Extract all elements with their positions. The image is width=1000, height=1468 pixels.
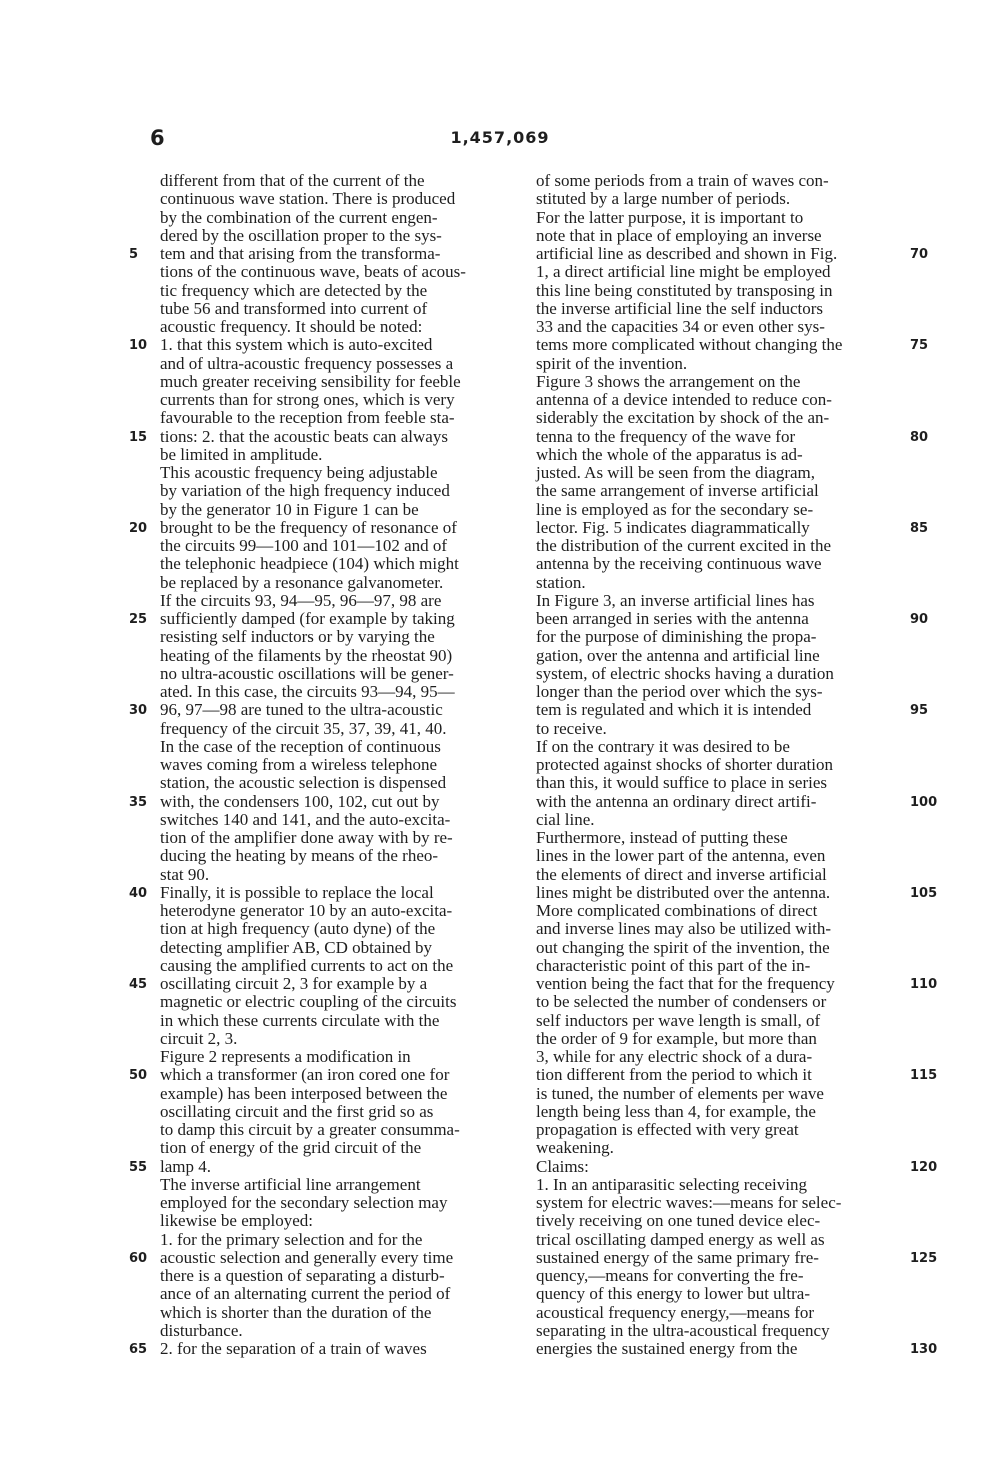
text-line: line is employed as for the secondary se- xyxy=(536,499,814,519)
text-line: oscillating circuit and the first grid so as xyxy=(160,1101,434,1121)
text-line: tem is regulated and which it is intended xyxy=(536,700,812,720)
text-line: Finally, it is possible to replace the local xyxy=(160,882,434,902)
text-line: acoustical frequency energy,—means for xyxy=(536,1302,815,1322)
text-line: system for electric waves:—means for selec- xyxy=(536,1193,842,1212)
patent-number: 1,457,069 xyxy=(450,128,550,147)
text-line: In the case of the reception of continuous xyxy=(160,736,441,756)
text-line: tion at high frequency (auto dyne) of the xyxy=(160,919,436,939)
text-line: the inverse artificial line the self inductors xyxy=(536,298,824,318)
text-line: Claims: xyxy=(536,1156,589,1176)
line-number: 125 xyxy=(910,1250,938,1266)
line-number: 115 xyxy=(910,1068,938,1084)
line-number: 75 xyxy=(910,338,929,354)
text-line: In Figure 3, an inverse artificial lines has xyxy=(536,590,815,610)
text-line: stituted by a large number of periods. xyxy=(536,189,791,209)
text-line: the order of 9 for example, but more than xyxy=(536,1028,817,1048)
text-line: sufficiently damped (for example by taking xyxy=(160,609,455,628)
text-line: The inverse artificial line arrangement xyxy=(160,1174,421,1194)
text-line: length being less than 4, for example, the xyxy=(536,1101,816,1121)
line-number: 25 xyxy=(129,612,148,627)
text-line: by the generator 10 in Figure 1 can be xyxy=(160,499,419,519)
text-line: vention being the fact that for the frequency xyxy=(536,974,835,993)
text-line: acoustic frequency. It should be noted: xyxy=(160,317,423,336)
text-line: with the antenna an ordinary direct artifi- xyxy=(536,791,817,811)
text-line: lector. Fig. 5 indicates diagrammatically xyxy=(536,517,810,537)
text-line: with, the condensers 100, 102, cut out by xyxy=(160,791,440,811)
line-number: 60 xyxy=(129,1250,148,1266)
line-number: 10 xyxy=(129,338,148,354)
text-line: tic frequency which are detected by the xyxy=(160,280,428,300)
text-line: the same arrangement of inverse artificial xyxy=(536,481,819,501)
text-line: than this, it would suffice to place in series xyxy=(536,773,827,793)
text-line: and inverse lines may also be utilized with- xyxy=(536,919,832,939)
line-number: 30 xyxy=(129,703,148,719)
text-line: Figure 3 shows the arrangement on the xyxy=(536,371,801,391)
text-line: 1. for the primary selection and for the xyxy=(160,1229,423,1249)
text-line: for the purpose of diminishing the propa- xyxy=(536,627,817,647)
text-line: tems more complicated without changing the xyxy=(536,335,843,355)
text-line: waves coming from a wireless telephone xyxy=(160,755,438,774)
line-number: 35 xyxy=(129,794,148,810)
text-line: tion of energy of the grid circuit of the xyxy=(160,1138,422,1158)
text-line: to receive. xyxy=(536,718,607,738)
text-line: separating in the ultra-acoustical frequency xyxy=(536,1320,830,1340)
text-line: there is a question of separating a disturb- xyxy=(160,1266,445,1285)
text-line: trical oscillating damped energy as well as xyxy=(536,1229,825,1249)
text-line: causing the amplified currents to act on the xyxy=(160,955,454,975)
line-number: 130 xyxy=(910,1342,938,1357)
text-line: lines might be distributed over the antenna. xyxy=(536,882,831,902)
text-line: be replaced by a resonance galvanometer. xyxy=(160,572,444,592)
line-number: 15 xyxy=(129,429,148,445)
text-line: lines in the lower part of the antenna, even xyxy=(536,846,826,866)
text-line: of some periods from a train of waves con- xyxy=(536,171,829,190)
text-line: station. xyxy=(536,572,586,592)
line-number: 5 xyxy=(129,247,139,262)
line-number: 90 xyxy=(910,612,929,627)
text-line: Furthermore, instead of putting these xyxy=(536,828,788,847)
text-line: 33 and the capacities 34 or even other sys- xyxy=(536,317,825,336)
line-number: 110 xyxy=(910,977,938,992)
text-line: frequency of the circuit 35, 37, 39, 41, 40. xyxy=(160,718,447,738)
text-line: 3, while for any electric shock of a dura- xyxy=(536,1047,813,1066)
left-text-column xyxy=(160,172,522,1358)
line-number: 50 xyxy=(129,1068,148,1084)
text-line: tube 56 and transformed into current of xyxy=(160,298,428,318)
text-line: much greater receiving sensibility for feeble xyxy=(160,371,461,391)
text-line: longer than the period over which the sys- xyxy=(536,682,823,701)
text-line: this line being constituted by transposing in xyxy=(536,280,833,300)
text-line: If on the contrary it was desired to be xyxy=(536,736,790,756)
text-line: 96, 97—98 are tuned to the ultra-acoustic xyxy=(160,700,443,720)
text-line: favourable to the reception from feeble sta- xyxy=(160,408,455,428)
text-line: 1. that this system which is auto-excited xyxy=(160,335,433,355)
line-number: 45 xyxy=(129,977,148,992)
text-line: heating of the filaments by the rheostat 90) xyxy=(160,645,453,665)
line-number: 70 xyxy=(910,247,929,262)
text-line: This acoustic frequency being adjustable xyxy=(160,463,438,482)
text-line: the elements of direct and inverse artificial xyxy=(536,864,827,884)
text-line: be limited in amplitude. xyxy=(160,444,323,464)
text-line: tem and that arising from the transforma- xyxy=(160,244,441,263)
text-line: If the circuits 93, 94—95, 96—97, 98 are xyxy=(160,590,442,610)
line-number: 120 xyxy=(910,1159,938,1175)
text-line: tively receiving on one tuned device elec- xyxy=(536,1211,821,1231)
text-line: tenna to the frequency of the wave for xyxy=(536,426,796,446)
line-number: 100 xyxy=(910,794,938,810)
text-line: energies the sustained energy from the xyxy=(536,1339,798,1358)
text-line: no ultra-acoustic oscillations will be gener- xyxy=(160,663,454,683)
text-line: station, the acoustic selection is dispensed xyxy=(160,773,447,793)
text-line: different from that of the current of the xyxy=(160,171,425,190)
text-line: Figure 2 represents a modification in xyxy=(160,1047,411,1066)
text-line: protected against shocks of shorter duration xyxy=(536,755,833,774)
text-line: in which these currents circulate with the xyxy=(160,1010,440,1030)
text-line: note that in place of employing an inverse xyxy=(536,225,822,245)
line-number: 95 xyxy=(910,703,929,719)
text-line: 1. In an antiparasitic selecting receiving xyxy=(536,1174,807,1194)
text-line: by the combination of the current engen- xyxy=(160,207,438,227)
text-line: antenna by the receiving continuous wave xyxy=(536,554,822,574)
text-line: quency,—means for converting the fre- xyxy=(536,1266,804,1285)
text-line: dered by the oscillation proper to the sys- xyxy=(160,225,442,245)
text-line: out changing the spirit of the invention, the xyxy=(536,937,830,957)
text-line: propagation is effected with very great xyxy=(536,1120,799,1139)
text-line: quency of this energy to lower but ultra- xyxy=(536,1284,810,1304)
text-line: oscillating circuit 2, 3 for example by a xyxy=(160,974,428,993)
text-line: heterodyne generator 10 by an auto-excita- xyxy=(160,901,453,920)
text-line: lamp 4. xyxy=(160,1156,211,1176)
text-line: switches 140 and 141, and the auto-excita- xyxy=(160,809,451,829)
text-line: which is shorter than the duration of the xyxy=(160,1302,432,1322)
text-line: is tuned, the number of elements per wave xyxy=(536,1083,824,1103)
line-number: 55 xyxy=(129,1159,148,1175)
text-line: stat 90. xyxy=(160,864,210,884)
text-line: detecting amplifier AB, CD obtained by xyxy=(160,937,432,957)
line-number: 85 xyxy=(910,520,929,536)
text-line: disturbance. xyxy=(160,1320,243,1340)
line-number: 80 xyxy=(910,429,929,445)
text-line: which the whole of the apparatus is ad- xyxy=(536,444,803,464)
text-line: to damp this circuit by a greater consumma- xyxy=(160,1120,460,1139)
text-line: spirit of the invention. xyxy=(536,353,688,373)
text-line: sustained energy of the same primary fre- xyxy=(536,1247,819,1267)
text-line: antenna of a device intended to reduce con- xyxy=(536,390,832,409)
text-line: justed. As will be seen from the diagram, xyxy=(536,463,816,482)
line-number: 105 xyxy=(910,885,938,901)
right-text-column xyxy=(536,172,902,1358)
line-number: 65 xyxy=(129,1342,148,1357)
text-line: resisting self inductors or by varying the xyxy=(160,627,435,647)
text-line: and of ultra-acoustic frequency possesses a xyxy=(160,353,454,373)
text-line: ducing the heating by means of the rheo- xyxy=(160,846,439,866)
text-line: which a transformer (an iron cored one for xyxy=(160,1065,450,1085)
text-line: continuous wave station. There is produced xyxy=(160,189,456,209)
text-line: tion of the amplifier done away with by re- xyxy=(160,828,453,847)
text-line: circuit 2, 3. xyxy=(160,1028,238,1048)
line-number: 40 xyxy=(129,885,148,901)
text-line: cial line. xyxy=(536,809,595,829)
text-line: currents than for strong ones, which is very xyxy=(160,390,455,409)
text-line: 1, a direct artificial line might be employed xyxy=(536,262,831,282)
text-line: magnetic or electric coupling of the circuits xyxy=(160,992,457,1012)
text-line: artificial line as described and shown in Fig. xyxy=(536,244,838,263)
text-line: system, of electric shocks having a duration xyxy=(536,663,834,683)
text-line: the telephonic headpiece (104) which might xyxy=(160,554,459,574)
text-line: characteristic point of this part of the in- xyxy=(536,955,811,975)
text-line: acoustic selection and generally every time xyxy=(160,1247,454,1267)
text-line: to be selected the number of condensers or xyxy=(536,992,827,1012)
text-line: brought to be the frequency of resonance of xyxy=(160,517,457,537)
text-line: self inductors per wave length is small, of xyxy=(536,1010,821,1030)
text-line: tions of the continuous wave, beats of acous- xyxy=(160,262,466,282)
text-line: the distribution of the current excited in the xyxy=(536,536,832,555)
text-line: been arranged in series with the antenna xyxy=(536,609,809,628)
text-line: the circuits 99—100 and 101—102 and of xyxy=(160,536,448,555)
text-line: likewise be employed: xyxy=(160,1211,313,1231)
text-line: tion different from the period to which it xyxy=(536,1065,812,1085)
text-line: gation, over the antenna and artificial line xyxy=(536,645,820,665)
text-line: employed for the secondary selection may xyxy=(160,1193,448,1212)
page-number: 6 xyxy=(150,126,165,150)
text-line: siderably the excitation by shock of the an- xyxy=(536,408,830,428)
text-line: tions: 2. that the acoustic beats can always xyxy=(160,426,448,446)
text-line: 2. for the separation of a train of waves xyxy=(160,1339,427,1358)
text-line: ance of an alternating current the period of xyxy=(160,1284,451,1304)
text-line: by variation of the high frequency induced xyxy=(160,481,450,501)
text-line: weakening. xyxy=(536,1138,614,1158)
text-line: example) has been interposed between the xyxy=(160,1083,448,1103)
line-number: 20 xyxy=(129,520,148,536)
text-line: For the latter purpose, it is important to xyxy=(536,207,804,227)
text-line: ated. In this case, the circuits 93—94, 95— xyxy=(160,682,455,701)
text-line: More complicated combinations of direct xyxy=(536,901,818,920)
